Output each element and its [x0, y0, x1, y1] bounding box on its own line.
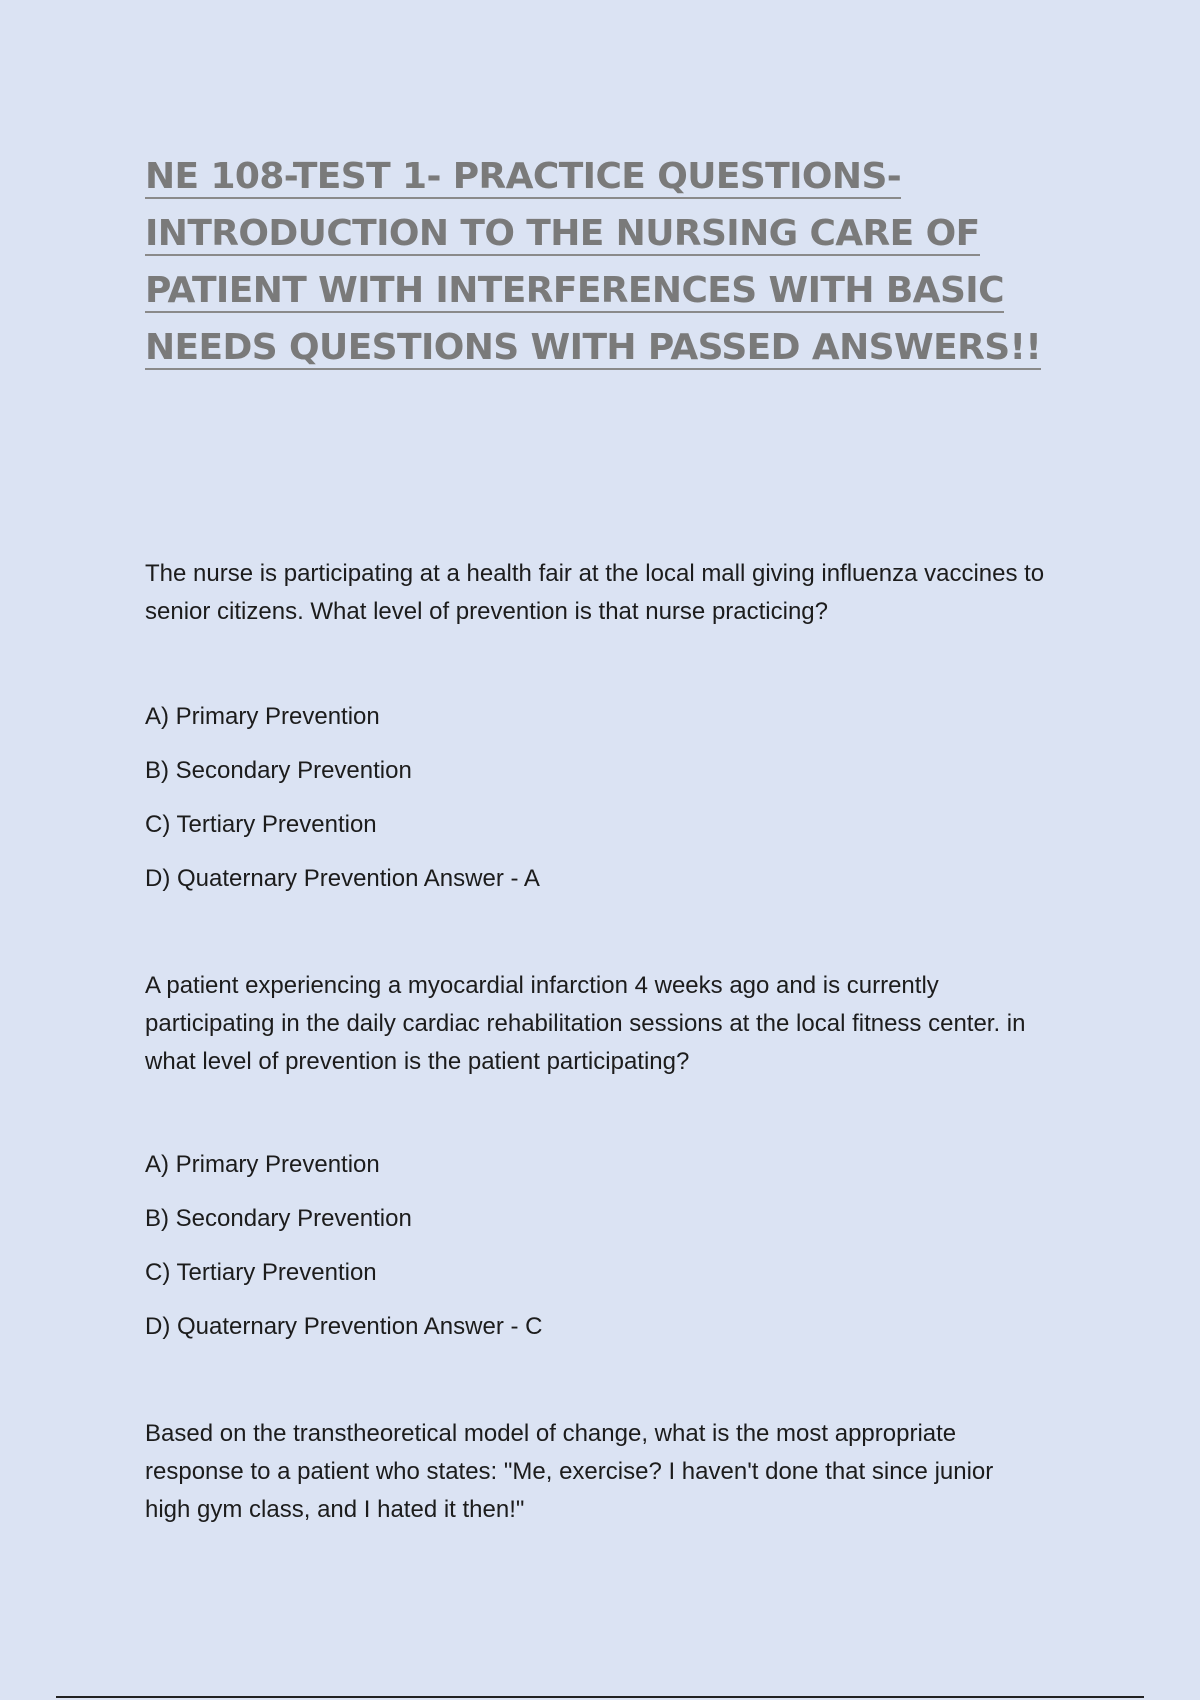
- document-title: [145, 148, 1045, 376]
- question-2-option-b: B) Secondary Prevention: [145, 1205, 412, 1232]
- question-3-text: Based on the transtheoretical model of change, what is the most appropriate response to a patient who states: "Me, exercise? I haven't done that since junior high gym class, and I hated it then!": [145, 1420, 994, 1523]
- question-1-options: [145, 700, 845, 916]
- question-2-text: A patient experiencing a myocardial infarction 4 weeks ago and is currently participating in the daily cardiac rehabilitation sessions at the local fitness center. in what level of prevention is the patient participating?: [145, 972, 1026, 1075]
- title-line: NE 108-TEST 1- PRACTICE QUESTIONS-: [145, 156, 902, 197]
- question-2-option-a: A) Primary Prevention: [145, 1151, 380, 1178]
- question-1-option-b: B) Secondary Prevention: [145, 757, 412, 784]
- title-line: NEEDS QUESTIONS WITH PASSED ANSWERS!!: [145, 327, 1042, 368]
- question-1-option-c: C) Tertiary Prevention: [145, 811, 377, 838]
- question-1-option-a: A) Primary Prevention: [145, 703, 380, 730]
- title-line: INTRODUCTION TO THE NURSING CARE OF: [145, 213, 980, 254]
- question-2-options: [145, 1148, 845, 1364]
- title-line: PATIENT WITH INTERFERENCES WITH BASIC: [145, 270, 1004, 311]
- question-2-option-d: D) Quaternary Prevention Answer - C: [145, 1313, 543, 1340]
- question-1-option-d: D) Quaternary Prevention Answer - A: [145, 865, 540, 892]
- question-1-text: The nurse is participating at a health fair at the local mall giving influenza vaccines to senior citizens. What level of prevention is that nurse practicing?: [145, 560, 1045, 625]
- question-2-option-c: C) Tertiary Prevention: [145, 1259, 377, 1286]
- page-bottom-divider: [56, 1696, 1144, 1698]
